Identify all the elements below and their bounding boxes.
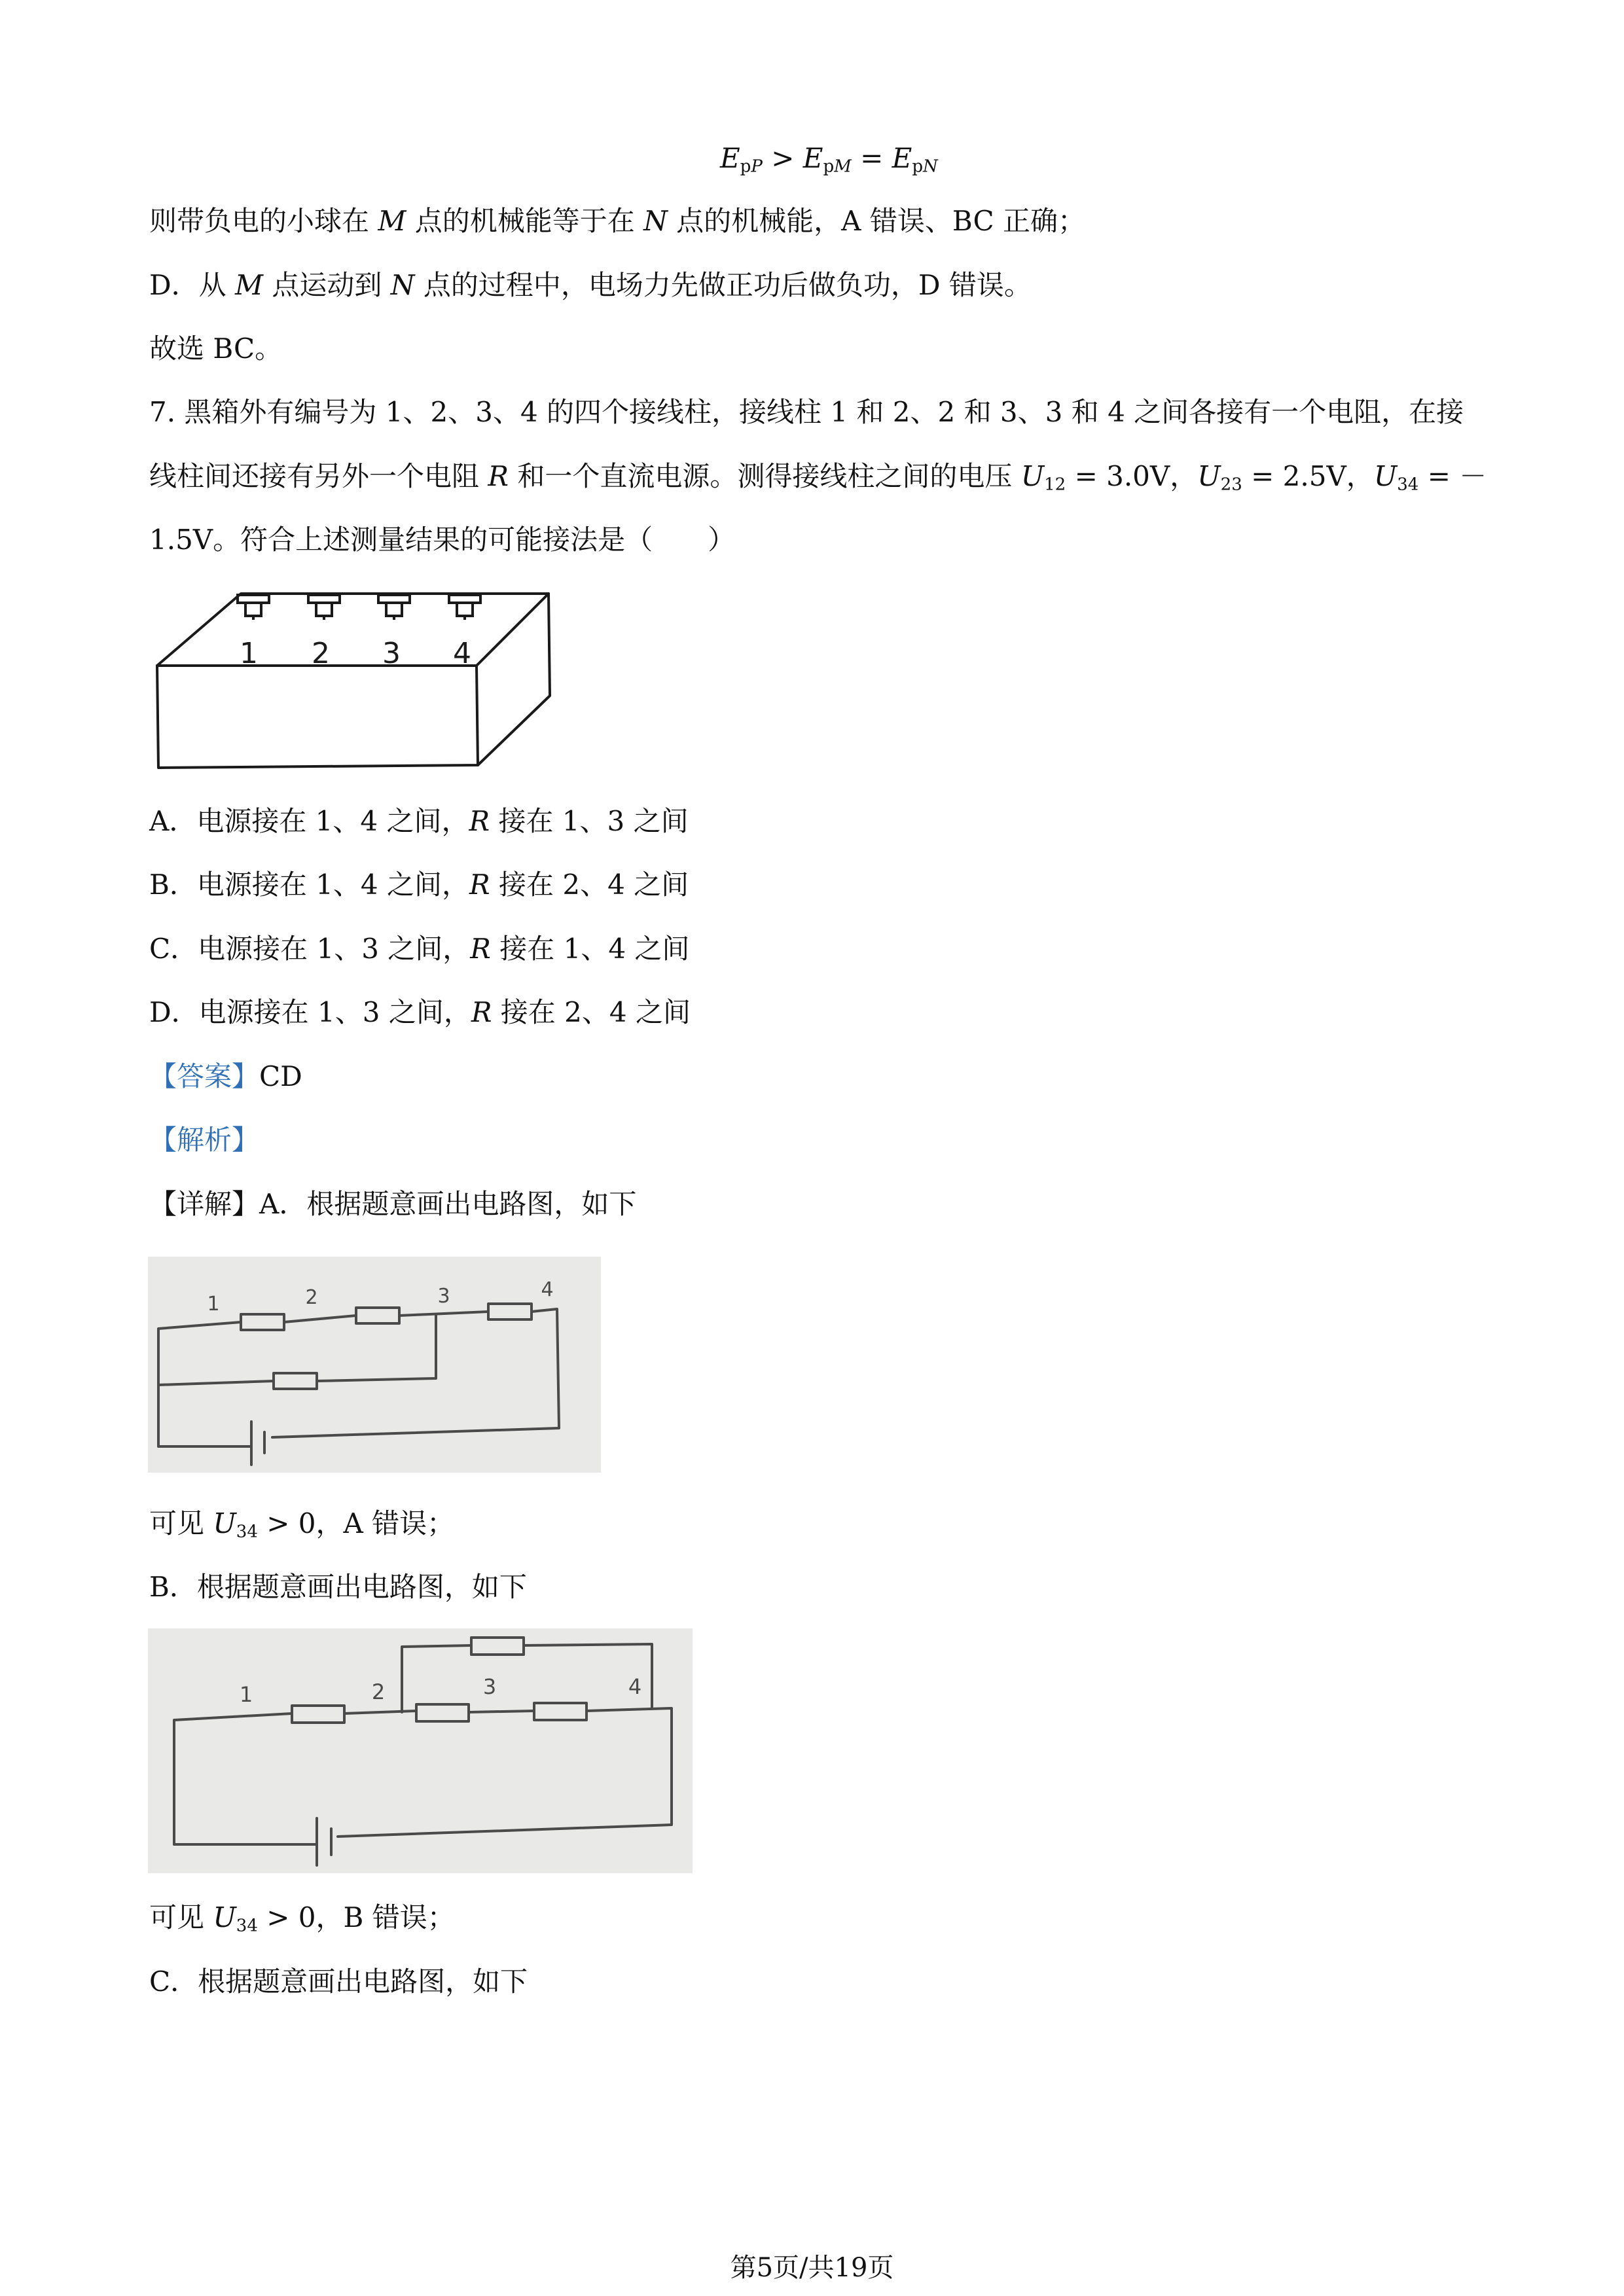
choose-line: 故选 BC。: [149, 332, 283, 365]
box-label-3: 3: [382, 637, 401, 670]
question-line-3: 1.5V。符合上述测量结果的可能接法是（ ）: [149, 524, 736, 556]
intro-b: B．根据题意画出电路图，如下: [149, 1571, 527, 1603]
option-a: A．电源接在 1、4 之间，R 接在 1、3 之间: [149, 805, 689, 837]
circuit-diagram-b: [148, 1628, 693, 1873]
option-c: C．电源接在 1、3 之间，R 接在 1、4 之间: [149, 933, 690, 965]
conclusion-b: 可见 $U_{34} > 0$，B 错误；: [149, 1901, 455, 1936]
circuit-b-label-4: 4: [628, 1674, 642, 1699]
circuit-a-label-1: 1: [207, 1293, 220, 1316]
detail-line: 【详解】A．根据题意画出电路图，如下: [149, 1188, 637, 1220]
circuit-b-label-2: 2: [371, 1679, 386, 1704]
option-d-explanation: D．从 M 点运动到 N 点的过程中，电场力先做正功后做负功，D 错误。: [149, 269, 1032, 301]
terminal-post-icon: [238, 595, 480, 620]
analysis-tag: 【解析】: [149, 1124, 260, 1156]
option-b: B．电源接在 1、4 之间，R 接在 2、4 之间: [149, 869, 689, 901]
detail-tag: 【详解】: [149, 1188, 260, 1220]
answer-value: CD: [259, 1060, 302, 1092]
question-line-1: 7. 黑箱外有编号为 1、2、3、4 的四个接线柱，接线柱 1 和 2、2 和 3、3 和 4 之间各接有一个电阻，在接: [149, 396, 1464, 428]
black-box-figure: [149, 586, 555, 772]
intro-c: C．根据题意画出电路图，如下: [149, 1965, 528, 1998]
conclusion-a: 可见 $U_{34} > 0$，A 错误；: [149, 1507, 455, 1542]
circuit-a-label-3: 3: [437, 1285, 450, 1308]
circuit-a-label-2: 2: [305, 1286, 318, 1309]
mechanical-energy-line: 则带负电的小球在 M 点的机械能等于在 N 点的机械能，A 错误、BC 正确；: [149, 205, 1085, 237]
question-line-2: 线柱间还接有另外一个电阻 R 和一个直流电源。测得接线柱之间的电压 $U_{12} = 3.0V$，$U_{23} = 2.5V$，$U_{34}$ = －: [149, 460, 1487, 495]
circuit-b-label-3: 3: [482, 1674, 497, 1699]
page-footer: 第5页/共19页: [730, 2253, 894, 2283]
box-label-2: 2: [312, 637, 330, 670]
circuit-a-label-4: 4: [541, 1278, 554, 1301]
circuit-b-label-1: 1: [239, 1682, 253, 1707]
option-d: D．电源接在 1、3 之间，R 接在 2、4 之间: [149, 996, 691, 1028]
answer-tag: 【答案】: [149, 1060, 260, 1092]
circuit-diagram-a: [148, 1257, 601, 1473]
box-label-4: 4: [453, 637, 471, 670]
energy-relation: $E_{pP} > E_{pM} = E_{pN}$: [720, 142, 938, 177]
box-label-1: 1: [240, 637, 258, 670]
answer-line: [149, 1057, 302, 1096]
